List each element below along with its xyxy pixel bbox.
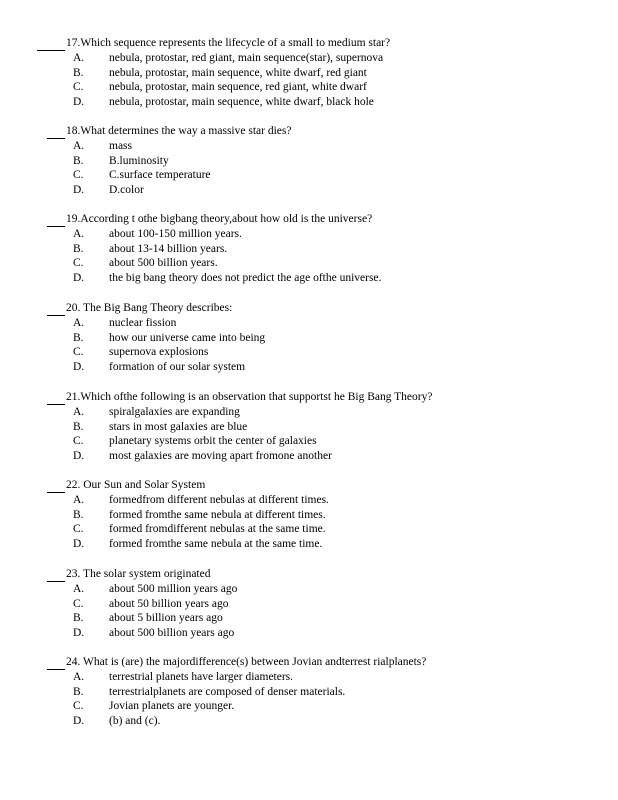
option-text: about 100-150 million years. [109, 228, 242, 240]
option-text: Jovian planets are younger. [109, 700, 235, 713]
option-d [37, 537, 597, 552]
option-letter: B. [73, 420, 84, 433]
question-19 [37, 212, 597, 285]
option-letter: C. [73, 435, 84, 448]
option-text: formedfrom different nebulas at different times. [109, 494, 329, 506]
option-a [37, 227, 597, 242]
option-letter: D. [73, 360, 85, 373]
option-text: nebula, protostar, main sequence, red giant, white dwarf [109, 81, 367, 94]
option-text: the big bang theory does not predict the age ofthe universe. [109, 271, 382, 284]
option-letter: A. [73, 140, 85, 152]
answer-blank[interactable] [47, 304, 65, 316]
option-letter: D. [73, 449, 85, 462]
option-a [37, 670, 597, 685]
option-text: formed fromdifferent nebulas at the same time. [109, 523, 326, 536]
option-d [37, 360, 597, 375]
option-d [37, 271, 597, 286]
answer-blank[interactable] [47, 658, 65, 670]
option-text: terrestrial planets have larger diameters. [109, 671, 294, 683]
option-letter: A. [73, 406, 85, 418]
option-a [37, 493, 597, 508]
option-text: formed fromthe same nebula at the same time. [109, 537, 323, 550]
option-text: about 50 billion years ago [109, 597, 229, 610]
option-d [37, 714, 597, 729]
option-text: nebula, protostar, red giant, main sequence(star), supernova [109, 52, 384, 64]
option-text: nuclear fission [109, 317, 177, 329]
option-text: (b) and (c). [109, 714, 161, 727]
option-text: terrestrialplanets are composed of denser materials. [109, 685, 346, 698]
option-b [37, 611, 597, 626]
option-letter: C. [73, 257, 84, 270]
question-line [37, 390, 597, 405]
option-text: D.color [109, 183, 144, 196]
option-a [37, 51, 597, 66]
question-text: 23. The solar system originated [66, 568, 211, 580]
option-text: nebula, protostar, main sequence, white dwarf, red giant [109, 66, 367, 79]
option-letter: C. [73, 81, 84, 94]
option-text: formed fromthe same nebula at different times. [109, 508, 326, 521]
option-letter: B. [73, 508, 84, 521]
question-line [37, 212, 597, 227]
option-text: nebula, protostar, main sequence, white dwarf, black hole [109, 95, 374, 108]
option-text: about 13-14 billion years. [109, 242, 228, 255]
option-letter: B. [73, 154, 84, 167]
question-24 [37, 655, 597, 728]
option-text: about 500 billion years. [109, 257, 218, 270]
option-b [37, 242, 597, 257]
question-line [37, 478, 597, 493]
option-d [37, 626, 597, 641]
option-c [37, 522, 597, 537]
question-line [37, 36, 597, 51]
option-text: mass [109, 140, 132, 152]
option-text: how our universe came into being [109, 331, 266, 344]
option-c [37, 256, 597, 271]
option-text: supernova explosions [109, 346, 209, 359]
option-c [37, 434, 597, 449]
answer-blank[interactable] [47, 570, 65, 582]
option-letter: A. [73, 494, 85, 506]
option-c [37, 80, 597, 95]
option-letter: C. [73, 597, 84, 610]
option-text: spiralgalaxies are expanding [109, 406, 240, 418]
option-text: B.luminosity [109, 154, 169, 167]
option-d [37, 95, 597, 110]
answer-blank[interactable] [47, 215, 65, 227]
option-text: stars in most galaxies are blue [109, 420, 248, 433]
question-text: 17.Which sequence represents the lifecycle of a small to medium star? [66, 37, 391, 49]
option-a [37, 582, 597, 597]
question-text: 21.Which ofthe following is an observation that supportst he Big Bang Theory? [66, 391, 433, 403]
option-a [37, 405, 597, 420]
question-20 [37, 301, 597, 374]
option-c [37, 168, 597, 183]
option-letter: B. [73, 66, 84, 79]
option-text: about 5 billion years ago [109, 612, 223, 625]
option-letter: D. [73, 626, 85, 639]
option-text: about 500 billion years ago [109, 626, 235, 639]
question-line [37, 655, 597, 670]
option-text: about 500 million years ago [109, 583, 238, 595]
answer-blank[interactable] [47, 127, 65, 139]
answer-blank[interactable] [37, 39, 65, 51]
option-text: formation of our solar system [109, 360, 246, 373]
option-letter: C. [73, 346, 84, 359]
question-line [37, 124, 597, 139]
question-text: 20. The Big Bang Theory describes: [66, 302, 233, 314]
option-d [37, 449, 597, 464]
question-line [37, 301, 597, 316]
question-text: 22. Our Sun and Solar System [66, 479, 206, 491]
option-c [37, 699, 597, 714]
option-b [37, 66, 597, 81]
question-22 [37, 478, 597, 551]
option-letter: B. [73, 685, 84, 698]
question-18 [37, 124, 597, 197]
option-b [37, 331, 597, 346]
option-letter: D. [73, 714, 85, 727]
answer-blank[interactable] [47, 481, 65, 493]
answer-blank[interactable] [47, 393, 65, 405]
option-text: most galaxies are moving apart fromone another [109, 449, 332, 462]
option-letter: B. [73, 612, 84, 625]
option-text: planetary systems orbit the center of galaxies [109, 435, 317, 448]
option-letter: D. [73, 95, 85, 108]
option-letter: A. [73, 671, 85, 683]
option-letter: A. [73, 317, 85, 329]
option-d [37, 183, 597, 198]
option-letter: A. [73, 52, 85, 64]
option-letter: C. [73, 523, 84, 536]
option-letter: B. [73, 242, 84, 255]
option-letter: A. [73, 583, 85, 595]
question-line [37, 567, 597, 582]
option-a [37, 316, 597, 331]
option-a [37, 139, 597, 154]
question-text: 18.What determines the way a massive star dies? [66, 125, 292, 137]
option-b [37, 420, 597, 435]
question-21 [37, 390, 597, 463]
option-b [37, 154, 597, 169]
question-text: 24. What is (are) the majordifference(s) between Jovian andterrest rialplanets? [66, 656, 427, 668]
option-letter: C. [73, 169, 84, 182]
option-letter: D. [73, 183, 85, 196]
option-letter: A. [73, 228, 85, 240]
option-c [37, 597, 597, 612]
option-letter: B. [73, 331, 84, 344]
question-text: 19.According t othe bigbang theory,about how old is the universe? [66, 213, 373, 225]
option-letter: D. [73, 537, 85, 550]
question-23 [37, 567, 597, 640]
option-text: C.surface temperature [109, 169, 211, 182]
option-letter: D. [73, 271, 85, 284]
option-letter: C. [73, 700, 84, 713]
option-b [37, 508, 597, 523]
question-17 [37, 36, 597, 109]
option-c [37, 345, 597, 360]
option-b [37, 685, 597, 700]
